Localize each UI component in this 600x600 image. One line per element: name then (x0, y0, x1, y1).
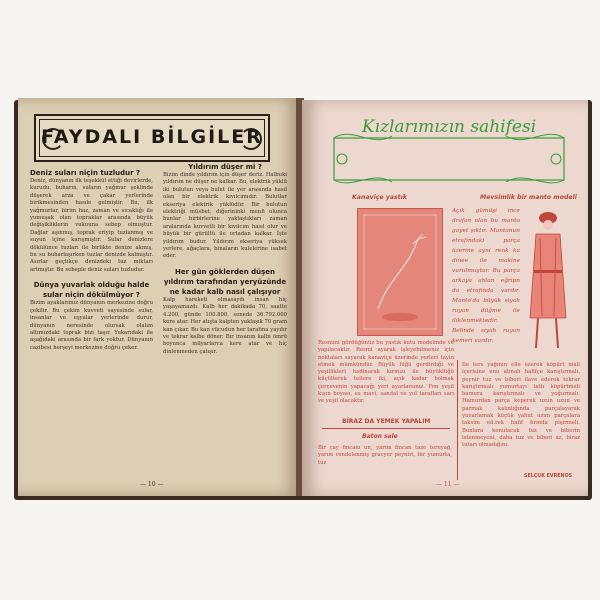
green-banner-frame (332, 128, 566, 188)
section-heading: Her gün göklerden düşen yıldırım tarafından yeryüzünde ne kadar kalb nasıl çalışıyor (163, 267, 287, 296)
pillow-illustration-icon (357, 208, 443, 336)
left-column-1 (30, 168, 153, 478)
right-page (302, 100, 588, 496)
section-body: Bizim dinde yıldırım için düşer deriz. Halbuki yıldırım ne düşer ne kalkar. Bu, elektrik yüklü iki bulutun veya bulut ile yer arasında hasıl olan bir elektrik kıvılcımıdır. Bulutlar ekseriya elektrik yüklüdür. Bir bulutun elektriği müsbet, diğerininki menfi olunca bunlar birbirlerine yaklaştıkları zaman aralarında kuvvetli bir kıvılcım hasıl olur ve büyük bir gürültü ile ortadan kalkar. İşte yıldırım budur. Yıldırım ekseriya yüksek yerlere, ağaçlara, binaların kulelerine isabet eder. (163, 172, 287, 260)
recipe-continued-text: İle ters yağının elle ezerek köpürt mali içerisine unu atmalı hafifçe karıştırmalı, peynir tuz ve biberi ilave ederek tekrar karıştırmalı yumurtayı tatlı köpürtmeli hamura karıştırmalı ve yoğurmalı. Hamurdan parça keperek uzun uzun ve parmak kalınlığında parçalayarak yuvarlamak küçük yahut uzun parçalara taksim ed.rek hafif fırında pişirmeli. Bunlara konulacak tuz ve biberin istenmeyeni, daha tuz ve biberi az, biraz tutarı olmadığını. (462, 362, 580, 449)
section-heading: Dünya yuvarlak olduğu halde sular niçin dökülmüyor ? (33, 281, 150, 300)
woman-coat-figure-icon (522, 208, 572, 356)
page-number: — 11 — (436, 481, 460, 488)
recipe-subheading: Baton sale (362, 433, 398, 440)
page-number: — 10 — (140, 481, 164, 488)
manto-subtitle: Mevsimlik bir manto modeli (480, 194, 577, 201)
manto-text: Açık gümüşi ince drafan olan bu manto gayet şıktır. Mantonun etrafındaki parça üzerine ayni renk ka dinee ile makine vurulmuştur. Bu parça arkaya ahlan eğripn da etrafında vardır. Manto'da büyük siyah ruyan düğme ile iliklenmektedir. Belinde siyah ruyan kemeri vardır. (452, 208, 520, 344)
pillow-text: Resmini gördüğünüz bu yastık kutu modelinde ve yapılacaktır. Resmi ayarak işleyebilmeniz için noktaları sayarak kanaviçe üzerinde yerleri tayin etmek mümkündür. Büyük lüğü gerdirdiği ve yeşillikleri hadinarak kırmızı ile büyüklüğü küçülterek teilere iki, açık kadar bolmak çerçevenin yapacağı yeri ayarlarsınız. Fon yeşil kışın boyası, su mavi, sandal ve yol tarafları sarı ve yeşil olacaktır. (318, 340, 454, 405)
recipe-heading: BİRAZ DA YEMEK YAPALIM (342, 418, 431, 425)
section-body: Bizim ayaklarımız dünyanın merkezine doğru çekilir. Bu çekim kuvveti sayesinde sular, insanlar ve eşyalar yerlerinde durur, dünyanın neresinde olursak olalım altımızdaki toprak bizi taşır. Yukarıdaki ile aşağıdaki arasında bir fark yoktur. Dünyanın cazibesi herşeyi merkezine doğru çeker. (30, 300, 153, 351)
section-heading: Yıldırım düşer mi ? (188, 163, 262, 171)
author-name: SELÇUK EVRENOS (524, 474, 573, 479)
recipe-rule (322, 428, 450, 429)
page-title: FAYDALI BİLGİLER (41, 126, 263, 148)
section-heading: Deniz suları niçin tuzludur ? (30, 169, 141, 177)
title-frame (34, 114, 270, 162)
banner-title: Kızlarımızın sahifesi (361, 117, 537, 137)
section-body: Kalp hareketi olmasaydı insan hiç yaşayamazdı. Kalb her dakikada 70, saatte 4.200, günde 100.800, senede 36.792.000 kere atar. Her atışta kalpten yaklaşık 70 gram kan çıkar. Bu kan vücudun her tarafına yayılır ve tekrar kalbe döner. Bir insanın kalbi ömrü boyunca milyarlarca kere atar ve hiç dinlenmeden çalışır. (163, 296, 287, 355)
left-column-2 (163, 162, 287, 478)
pillow-subtitle: Kanaviçe yastık (352, 194, 407, 201)
section-body: Deniz, dünyanın ilk teşekkül ettiği devirlerde, kurudu, buharın, suların yağmur şeklinde düşerek arza ve çakar yerlerinde birikmesinden hasıle gelmiştir. Bu, ilk yağmurlar, birim haz, zaman ve sıcaklığı ile yumuşak olan topraklar arasında büyük değişikliklerin vukuuna sebep olmuştur. Dağlar aşınmış, toprak eriyip tuzlanmış ve suyun içine karışmıştır. Sular denizlere dökülünce tuzları ile birlikte denize akmış, bu su buharlaşırken tuzlar denizde kalmıştır. Asırlar geçtikçe denizdeki tuz miktarı artmıştır. Bu sebeple deniz suları tuzludur. (30, 178, 153, 273)
recipe-text: Bir çay fincanı un, yarım fincan taze tereyağ, yarım rendelenmiş gravyer peyniri, bir yumurta, tuz (318, 445, 452, 466)
column-divider (457, 360, 458, 480)
left-page (18, 98, 300, 496)
